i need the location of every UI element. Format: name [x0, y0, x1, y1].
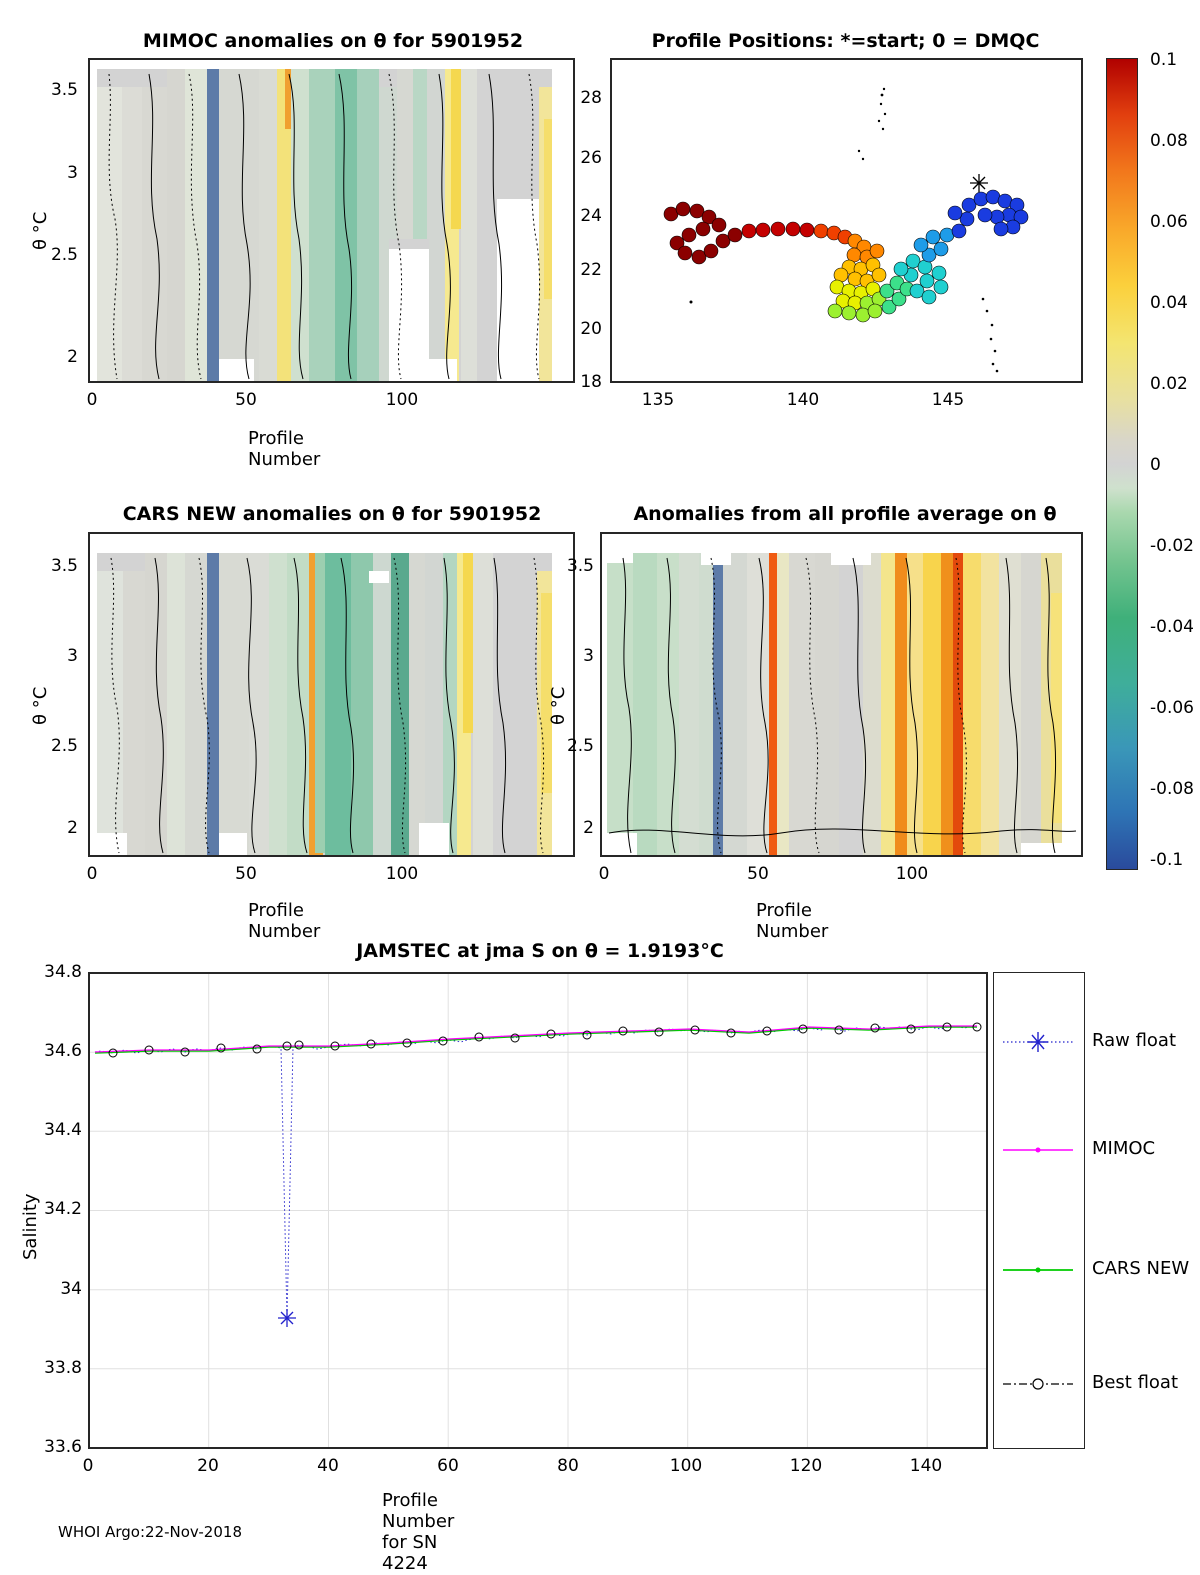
legend-label-best-float: Best float	[1092, 1372, 1179, 1393]
allprof-ytick-1: 2.5	[566, 736, 594, 756]
allprof-xlabel: Profile Number	[756, 900, 829, 942]
colorbar-tick-2: -0.06	[1150, 698, 1194, 718]
salinity-xtick-0: 0	[82, 1456, 94, 1476]
salinity-ytick-2: 34	[60, 1279, 82, 1299]
salinity-xtick-5: 100	[669, 1456, 703, 1476]
colorbar-tick-6: 0.02	[1150, 374, 1188, 394]
legend-samples	[995, 972, 1085, 1449]
colorbar-tick-10: 0.1	[1150, 50, 1178, 70]
positions-xtick-2: 145	[931, 390, 965, 410]
legend-label-mimoc: MIMOC	[1092, 1138, 1156, 1159]
legend-label-raw-float: Raw float	[1092, 1030, 1177, 1051]
salinity-xtick-4: 80	[557, 1456, 579, 1476]
cars-xtick-2: 100	[385, 864, 419, 884]
cars-ylabel: θ °C	[30, 686, 51, 725]
cars-title: CARS NEW anomalies on θ for 5901952	[122, 503, 542, 525]
allprof-xtick-2: 100	[895, 864, 929, 884]
cars-xtick-0: 0	[86, 864, 98, 884]
cars-ytick-2: 3	[67, 646, 78, 666]
cars-xlabel: Profile Number	[248, 900, 321, 942]
colorbar-tick-4: -0.02	[1150, 536, 1194, 556]
colorbar-tick-8: 0.06	[1150, 212, 1188, 232]
colorbar-tick-3: -0.04	[1150, 617, 1194, 637]
cars-ytick-3: 3.5	[50, 556, 78, 576]
salinity-xtick-2: 40	[317, 1456, 339, 1476]
allprof-title: Anomalies from all profile average on θ	[633, 503, 1057, 525]
cars-axes	[88, 532, 575, 857]
positions-ytick-3: 24	[580, 206, 602, 226]
cars-xtick-1: 50	[235, 864, 257, 884]
allprof-ytick-2: 3	[583, 646, 594, 666]
allprof-ylabel: θ °C	[548, 686, 569, 725]
allprof-ytick-3: 3.5	[566, 556, 594, 576]
positions-axes	[610, 58, 1083, 383]
mimoc-xtick-1: 50	[235, 390, 257, 410]
salinity-axes	[88, 972, 988, 1449]
mimoc-title: MIMOC anomalies on θ for 5901952	[142, 30, 524, 52]
mimoc-ytick-2: 3	[67, 163, 78, 183]
positions-xtick-0: 135	[641, 390, 675, 410]
salinity-ytick-1: 33.8	[44, 1358, 82, 1378]
positions-ytick-0: 18	[580, 372, 602, 392]
allprof-ytick-0: 2	[583, 818, 594, 838]
allprof-axes	[600, 532, 1083, 857]
salinity-ytick-0: 33.6	[44, 1437, 82, 1457]
positions-ytick-4: 26	[580, 148, 602, 168]
colorbar-tick-0: -0.1	[1150, 850, 1184, 870]
mimoc-xlabel: Profile Number	[248, 428, 321, 470]
positions-xtick-1: 140	[786, 390, 820, 410]
positions-ytick-2: 22	[580, 260, 602, 280]
salinity-title: JAMSTEC at jma S on θ = 1.9193°C	[356, 940, 724, 962]
mimoc-ytick-1: 2.5	[50, 245, 78, 265]
mimoc-xtick-0: 0	[86, 390, 98, 410]
mimoc-ytick-0: 2	[67, 347, 78, 367]
salinity-ylabel: Salinity	[20, 1193, 41, 1260]
colorbar	[1106, 58, 1142, 870]
positions-ytick-5: 28	[580, 88, 602, 108]
salinity-ytick-5: 34.6	[44, 1041, 82, 1061]
cars-ytick-0: 2	[67, 818, 78, 838]
mimoc-axes	[88, 58, 575, 383]
allprof-xtick-0: 0	[598, 864, 610, 884]
salinity-xlabel: Profile Number for SN 4224	[382, 1490, 455, 1574]
salinity-ytick-3: 34.2	[44, 1199, 82, 1219]
colorbar-tick-5: 0	[1150, 455, 1161, 475]
cars-ytick-1: 2.5	[50, 736, 78, 756]
mimoc-ylabel: θ °C	[30, 211, 51, 250]
allprof-xtick-1: 50	[747, 864, 769, 884]
colorbar-tick-1: -0.08	[1150, 779, 1194, 799]
salinity-xtick-1: 20	[197, 1456, 219, 1476]
footer-text: WHOI Argo:22-Nov-2018	[58, 1523, 242, 1541]
salinity-ytick-4: 34.4	[44, 1120, 82, 1140]
salinity-xtick-6: 120	[789, 1456, 823, 1476]
salinity-xtick-3: 60	[437, 1456, 459, 1476]
legend-label-cars-new: CARS NEW	[1092, 1258, 1190, 1279]
salinity-ytick-6: 34.8	[44, 962, 82, 982]
colorbar-tick-9: 0.08	[1150, 131, 1188, 151]
salinity-xtick-7: 140	[909, 1456, 943, 1476]
positions-title: Profile Positions: *=start; 0 = DMQC	[651, 30, 1040, 52]
positions-ytick-1: 20	[580, 319, 602, 339]
colorbar-tick-7: 0.04	[1150, 293, 1188, 313]
mimoc-ytick-3: 3.5	[50, 80, 78, 100]
mimoc-xtick-2: 100	[385, 390, 419, 410]
